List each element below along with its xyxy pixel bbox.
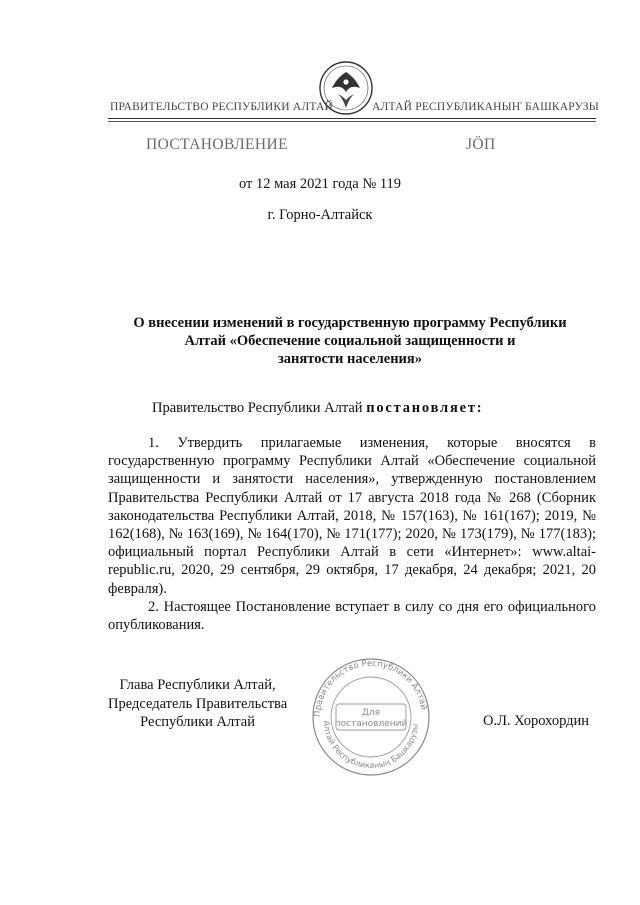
stamp-ring-text: Правительство Республики Алтай: [312, 658, 429, 718]
body-text: [108, 434, 596, 634]
header-right-caption: АЛТАЙ РЕСПУБЛИКАНЫҤ БАШКАРУЗЫ: [372, 101, 599, 113]
signatory-line: Глава Республики Алтай,: [119, 677, 276, 693]
signatory-line: Председатель Правительства: [108, 695, 288, 712]
header-rule-thin: [108, 121, 596, 122]
decree-verb: постановляет:: [366, 400, 484, 416]
signatory-name: О.Л. Хорохордин: [483, 713, 590, 729]
title-line: О внесении изменений в государственную программу Республики: [133, 315, 567, 331]
signatory-line: Республики Алтай: [140, 714, 255, 730]
stamp-ring-text-bottom: Алтай Республиканың Башкарузы: [321, 720, 420, 771]
doc-kind-altai: ЈÖП: [466, 136, 496, 153]
date-line: от 12 мая 2021 года № 119: [238, 176, 402, 192]
header-rule: [108, 118, 596, 119]
decree-subject: Правительство Республики Алтай: [152, 400, 363, 416]
doc-kind-russian: ПОСТАНОВЛЕНИЕ: [146, 136, 288, 153]
header-left-caption: ПРАВИТЕЛЬСТВО РЕСПУБЛИКИ АЛТАЙ: [110, 101, 334, 113]
title-line: занятости населения»: [277, 351, 423, 367]
city-line: г. Горно-Алтайск: [267, 207, 373, 223]
official-stamp: [306, 657, 436, 777]
paragraph: 1. Утвердить прилагаемые изменения, которые вносятся в государственную программу Республики Алтай «Обеспечение социальной защищенности и занятости населения», утвержденную постановлением Правительства Республики Алтай от 17 августа 2018 года № 268 (Сборник законодательства Республики Алтай, 2018, № 157(163), № 161(167); 2019, № 162(168), № 163(169), № 164(170), № 171(177); 2020, № 173(179), № 177(183); официальный портал Республики Алтай в сети «Интернет»: www.altai-republic.ru, 2020, 29 сентября, 29 октября, 17 декабря, 24 декабря; 2021, 20 февраля).: [108, 435, 596, 597]
stamp-center-line: постановлений: [334, 719, 408, 729]
title-line: Алтай «Обеспечение социальной защищенности и: [184, 333, 516, 349]
decree-line: [152, 400, 483, 417]
document-title: [110, 314, 590, 368]
signatory-position: [108, 676, 287, 732]
paragraph: 2. Настоящее Постановление вступает в силу со дня его официального опубликования.: [108, 598, 596, 634]
stamp-center-line: Для: [361, 708, 381, 718]
